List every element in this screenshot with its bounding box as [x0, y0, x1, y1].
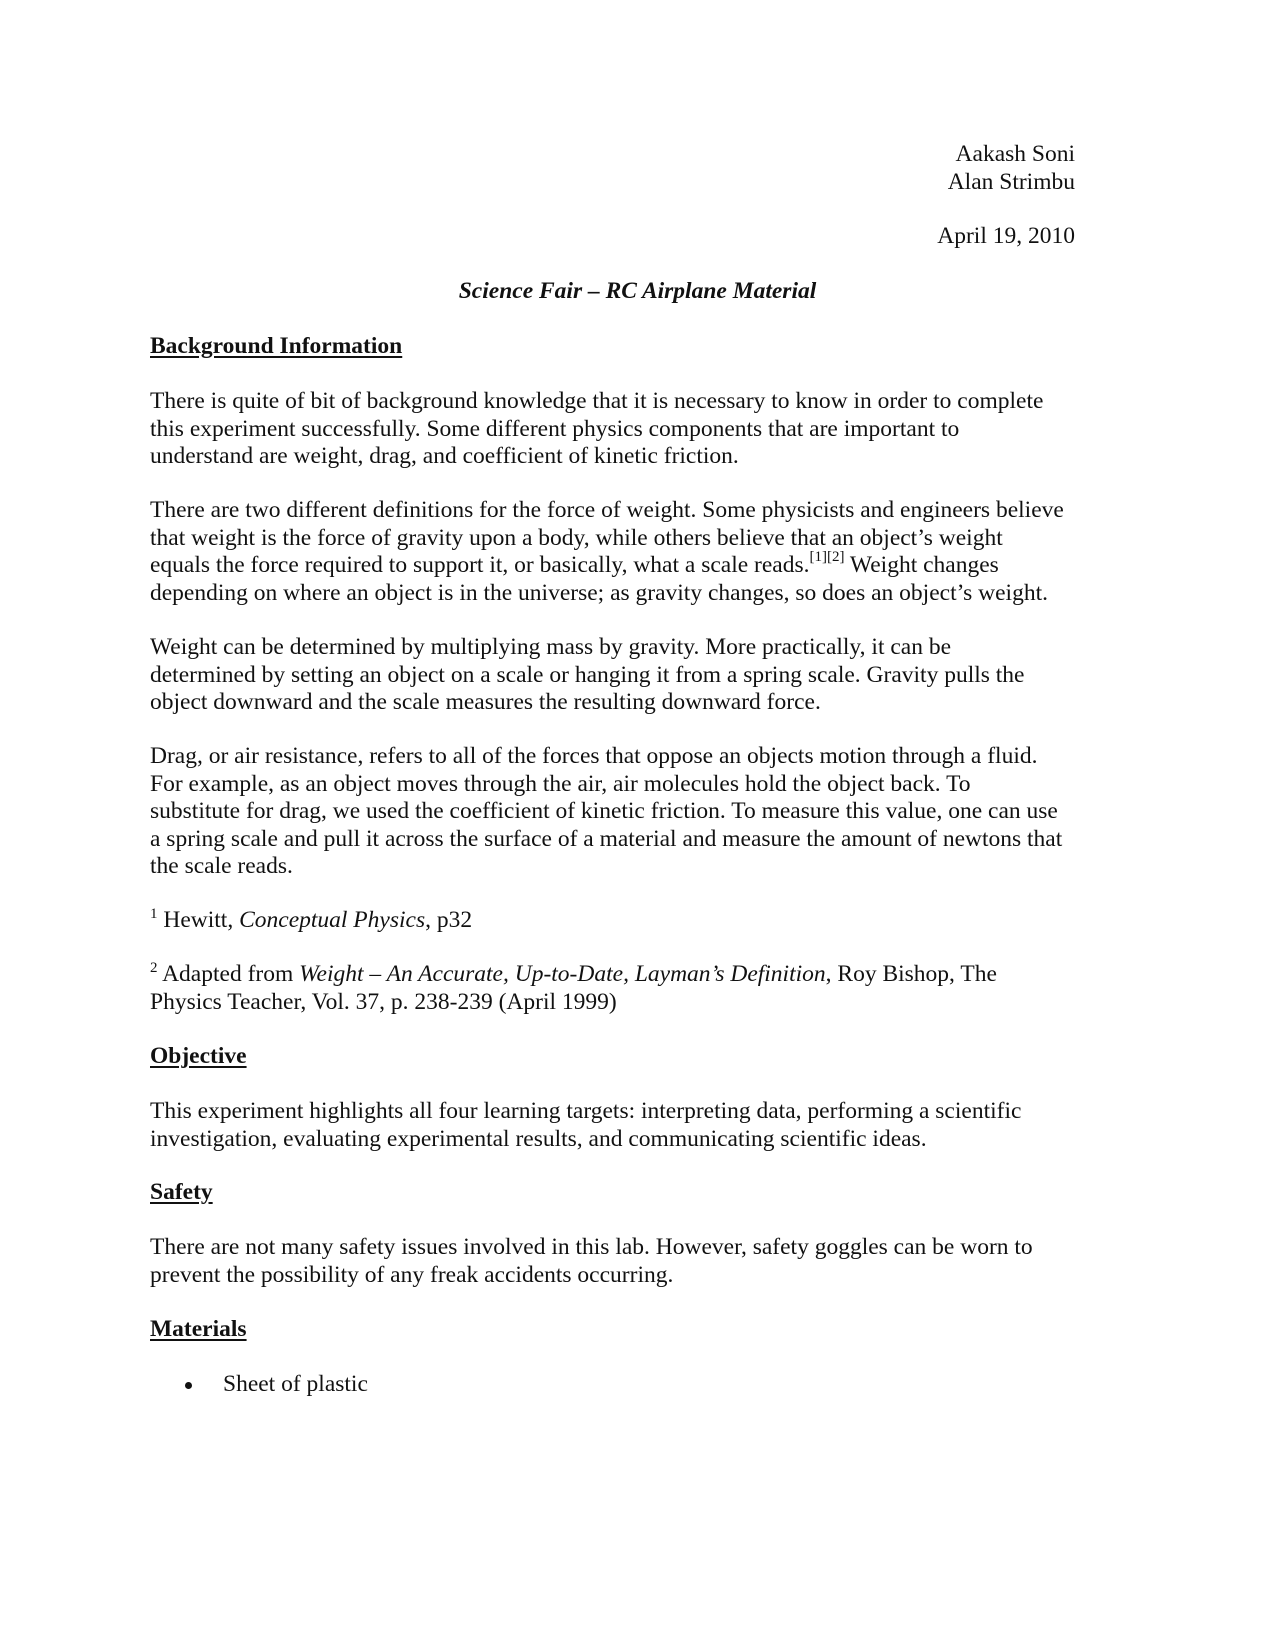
- text-line: investigation, evaluating experimental results, and communicating scientific ideas.: [150, 1125, 927, 1152]
- footnote-number: 2: [150, 960, 158, 976]
- author-block: [948, 141, 1075, 196]
- background-paragraph-1: [150, 388, 1125, 471]
- document-date: April 19, 2010: [937, 223, 1075, 249]
- cited-book-title: Conceptual Physics: [239, 907, 426, 933]
- objective-paragraph: [150, 1098, 1125, 1153]
- text-line: object downward and the scale measures the resulting downward force.: [150, 689, 821, 715]
- text-line: There are two different definitions for the force of weight. Some physicists and engineers believe: [150, 497, 1064, 523]
- text-line: understand are weight, drag, and coefficient of kinetic friction.: [150, 443, 739, 469]
- text-segment: Adapted from: [157, 961, 300, 987]
- text-line: substitute for drag, we used the coefficient of kinetic friction. To measure this value, one can use: [150, 798, 1058, 824]
- text-line: Physics Teacher, Vol. 37, p. 238-239 (April 1999): [150, 988, 617, 1015]
- background-paragraph-2: [150, 497, 1125, 607]
- author-name-2: Alan Strimbu: [947, 168, 1075, 195]
- background-paragraph-4: [150, 743, 1125, 881]
- bullet-icon: [185, 1382, 192, 1389]
- safety-heading: Safety: [150, 1179, 213, 1205]
- text-line: Weight can be determined by multiplying mass by gravity. More practically, it can be: [150, 634, 952, 660]
- list-item: [185, 1371, 368, 1399]
- background-heading: Background Information: [150, 333, 403, 359]
- footnote-2: [150, 961, 1125, 1016]
- text-line: There is quite of bit of background knowledge that it is necessary to know in order to complete: [150, 388, 1044, 414]
- material-item-label: Sheet of plastic: [223, 1371, 368, 1397]
- text-line: Drag, or air resistance, refers to all of the forces that oppose an objects motion through a fluid.: [150, 743, 1038, 769]
- text-line: this experiment successfully. Some different physics components that are important to: [150, 415, 960, 442]
- text-line: a spring scale and pull it across the surface of a material and measure the amount of newtons that: [150, 825, 1063, 852]
- text-segment: , Roy Bishop, The: [825, 961, 997, 987]
- text-line: For example, as an object moves through the air, air molecules hold the object back. To: [150, 770, 971, 797]
- text-line: determined by setting an object on a scale or hanging it from a spring scale. Gravity pulls the: [150, 661, 1025, 688]
- text-line: that weight is the force of gravity upon a body, while others believe that an object’s weight: [150, 524, 1003, 551]
- footnote-1: [150, 907, 1125, 935]
- materials-list: [185, 1371, 368, 1399]
- text-line: prevent the possibility of any freak accidents occurring.: [150, 1261, 674, 1288]
- text-segment: equals the force required to support it, or basically, what a scale reads.: [150, 552, 810, 578]
- text-segment: Hewitt,: [157, 907, 240, 933]
- background-paragraph-3: [150, 634, 1125, 717]
- text-line: There are not many safety issues involved in this lab. However, safety goggles can be worn to: [150, 1234, 1033, 1260]
- objective-heading: Objective: [150, 1043, 247, 1069]
- text-line: This experiment highlights all four learning targets: interpreting data, performing a scientific: [150, 1098, 1022, 1124]
- materials-heading: Materials: [150, 1316, 247, 1342]
- text-line: [150, 549, 1125, 580]
- text-segment: Weight changes: [844, 552, 999, 578]
- footnote-number: 1: [150, 906, 158, 922]
- text-segment: , p32: [425, 907, 473, 933]
- text-line: the scale reads.: [150, 853, 293, 879]
- cited-article-title: Weight – An Accurate, Up-to-Date, Layman’s Definition: [299, 961, 826, 987]
- safety-paragraph: [150, 1234, 1125, 1289]
- author-name-1: Aakash Soni: [955, 141, 1075, 167]
- citation-superscript: [1][2]: [809, 549, 845, 566]
- text-line: depending on where an object is in the universe; as gravity changes, so does an object’s weight.: [150, 579, 1048, 606]
- document-title: Science Fair – RC Airplane Material: [458, 278, 817, 304]
